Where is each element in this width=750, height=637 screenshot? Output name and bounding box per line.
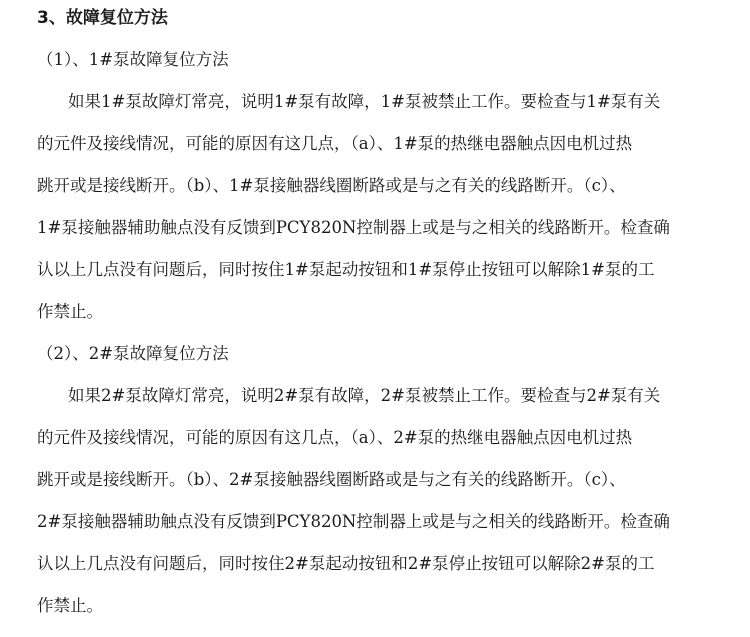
subsection-2-paragraph-line: 的元件及接线情况，可能的原因有这几点，（a）、2#泵的热继电器触点因电机过热 [37, 428, 633, 447]
subsection-1-paragraph-line: 的元件及接线情况，可能的原因有这几点，（a）、1#泵的热继电器触点因电机过热 [37, 134, 633, 153]
subsection-2-paragraph-line: 跳开或是接线断开。（b）、2#泵接触器线圈断路或是与之有关的线路断开。（c）、 [37, 470, 626, 489]
subsection-1-paragraph-line: 作禁止。 [37, 302, 103, 321]
subsection-2-paragraph-line: 认以上几点没有问题后，同时按住2#泵起动按钮和2#泵停止按钮可以解除2#泵的工 [37, 554, 655, 573]
subsection-1-paragraph-line: 认以上几点没有问题后，同时按住1#泵起动按钮和1#泵停止按钮可以解除1#泵的工 [37, 260, 655, 279]
section-heading: 3、故障复位方法 [37, 8, 168, 28]
subsection-2-paragraph-line: 如果2#泵故障灯常亮，说明2#泵有故障，2#泵被禁止工作。要检查与2#泵有关 [68, 386, 661, 405]
subsection-1-paragraph-line: 如果1#泵故障灯常亮，说明1#泵有故障，1#泵被禁止工作。要检查与1#泵有关 [68, 92, 661, 111]
subsection-1-paragraph-line: 1#泵接触器辅助触点没有反馈到PCY820N控制器上或是与之相关的线路断开。检查确 [37, 218, 670, 237]
subsection-1-paragraph-line: 跳开或是接线断开。（b）、1#泵接触器线圈断路或是与之有关的线路断开。（c）、 [37, 176, 626, 195]
subsection-2-title: （2）、2#泵故障复位方法 [37, 344, 229, 363]
subsection-2-paragraph-line: 2#泵接触器辅助触点没有反馈到PCY820N控制器上或是与之相关的线路断开。检查确 [37, 512, 670, 531]
subsection-1-title: （1）、1#泵故障复位方法 [37, 50, 229, 69]
subsection-2-paragraph-line: 作禁止。 [37, 596, 103, 615]
